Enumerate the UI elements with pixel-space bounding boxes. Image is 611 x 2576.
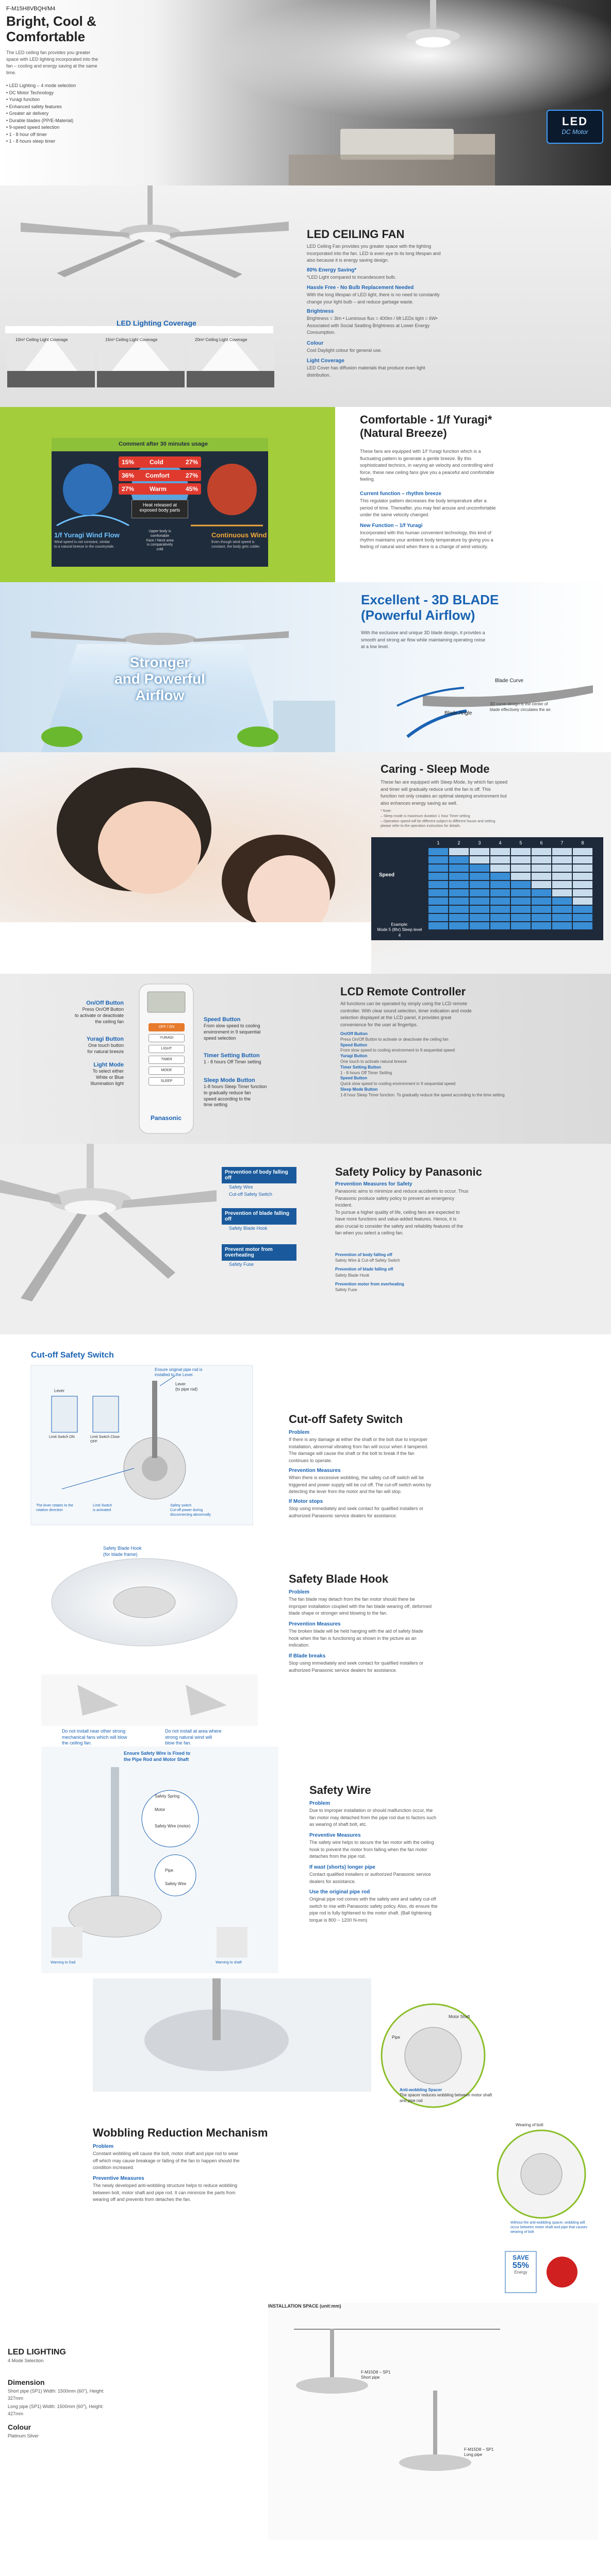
right-label-sleep: Sleep Mode Button 1-8 hours Sleep Timer function to gradually reduce fan speed according to the time setting — [204, 1077, 267, 1108]
sleep-notes: * Note: – Sleep mode is maximum duration 1 hour Timer setting – Operation speed will be different subject to different house and setting please refer to the operation instruction for details. — [381, 809, 496, 828]
specs-subtitle: 4 Mode Selection — [8, 2358, 44, 2363]
sleep-grid-cell — [552, 881, 572, 888]
sleep-grid-cell — [428, 897, 448, 905]
remote-brand: Panasonic — [151, 1114, 182, 1122]
sleep-grid-cell — [552, 914, 572, 921]
blade-section — [0, 582, 611, 752]
wire-title: Safety Wire — [309, 1784, 371, 1797]
remote-section — [0, 974, 611, 1144]
body-state-note: Upper body is comfortable Face / Neck area is comparatively cold — [146, 530, 174, 551]
hook-problem: The fan blade may detach from the fan motor should there be improper installation coupled with the fan blade wearing off, deformed blade shape or stronger wind blowing to the fan. — [289, 1597, 432, 1616]
wobble-lbl-bolt-note: Without the anti-wobbling spacer, wobbling will occur between motor shaft and pipe that causes wearing of bolt — [510, 2221, 588, 2234]
blade-illustration — [0, 582, 611, 752]
sleep-grid-cell — [428, 856, 448, 863]
hero-title-line1: Bright, Cool & — [6, 13, 96, 29]
left-label-yuragi: Yuragi Button One touch button for natural breeze — [86, 1036, 124, 1054]
blade-curve-label: Blade Curve — [495, 678, 524, 684]
right-label-speed: Speed Button From slow speed to cooling environment in 9 sequential speed selection — [204, 1016, 261, 1041]
wobble-lbl-motor: Motor Shaft — [449, 2014, 470, 2019]
row-pct: 36% — [122, 472, 135, 479]
sleep-grid-cell — [470, 856, 489, 863]
sys-heading: Current function – rhythm breeze — [360, 491, 441, 497]
safety-box-title: Prevent motor from overheating — [222, 1244, 296, 1261]
install-label-short: F-M15D8 – SP1 Short pipe — [361, 2370, 391, 2380]
wobble-prevent-heading: Preventive Measures — [93, 2176, 144, 2181]
safety-box-item: Safety Wire — [229, 1184, 253, 1190]
right-label-timer: Timer Setting Button 1 - 8 hours Off Timer setting — [204, 1053, 261, 1065]
sleep-grid-cell — [573, 881, 592, 888]
led-intro: LED Ceiling Fan provides you greater space with the lighting incorporated into the fan. LED is even eye to its long lifespan and also because it is energy saving design. — [307, 244, 441, 263]
airflow-headline: Stronger and Powerful Airflow — [114, 654, 205, 704]
wire-problem-heading: Problem — [309, 1801, 331, 1806]
specs-title: LED LIGHTING — [8, 2348, 66, 2357]
sleep-grid-cell — [490, 856, 510, 863]
sleep-grid-col-label: 7 — [560, 840, 564, 845]
dimension-short: Short pipe (SP1) Width: 1500mm (60"), Height: 327mm — [8, 2388, 105, 2401]
sleep-grid-cell — [428, 889, 448, 896]
safety-list: Prevention of body falling off Safety Wire & Cut-off Safety Switch Prevention of blade falling off Safety Blade Hook Prevention motor from overheating Safety Fuse — [335, 1252, 404, 1292]
sleep-grid-col-label: 2 — [457, 840, 460, 845]
sleep-grid-cell — [511, 922, 531, 929]
remote-btn-yuragi[interactable]: YURAGI — [148, 1034, 185, 1042]
led-section-title: LED CEILING FAN — [307, 228, 405, 241]
wobble-prevent: The newly developed anti-wobbling structure helps to reduce wobbling between bolt, motor shaft and pipe rod. It can minimize the parts from wearing off and prevents from detaches the fan. — [93, 2183, 238, 2202]
sleep-grid-cell — [470, 881, 489, 888]
wobble-lbl-pipe: Pipe — [392, 2035, 401, 2040]
sleep-section — [0, 752, 611, 974]
sleep-grid-cell — [470, 865, 489, 872]
sleep-grid-cell — [490, 865, 510, 872]
chart-caption: Comment after 30 minutes usage — [119, 441, 208, 447]
sleep-grid-cell — [552, 889, 572, 896]
remote-item-list: On/Off Button Press On/Off Button to activate or deactivate the ceiling fan Speed Button From slow speed to cooling environment to 9 sequential speed Yuragi Button One touch to activate natural breeze Timer Setting Button 1 - 8 hours Off Timer Setting Speed Button Quick slow speed to cooling environment in 9 sequential speed Sleep Mode Button 1-8 hour Sleep Timer function. To gradually reduce the speed according to the time setting — [340, 1031, 505, 1097]
cutoff-lbl-lever2: Lever — [54, 1388, 65, 1393]
sleep-grid-cell — [470, 889, 489, 896]
sleep-grid-cell — [449, 865, 469, 872]
sleep-grid-cell — [552, 897, 572, 905]
safety-box-body — [222, 1167, 296, 1198]
sleep-grid-cell — [532, 848, 551, 855]
colour-heading: Colour — [307, 341, 324, 346]
sys-text: This regulator pattern decreases the body temperature after a period of time. Thereafter, you may feel arouse and uncomfortable under the same velocity changed. — [360, 498, 496, 517]
sleep-grid-col-label: 8 — [581, 840, 584, 845]
remote-btn-light[interactable]: LIGHT — [148, 1045, 185, 1053]
cutoff-title: Cut-off Safety Switch — [289, 1413, 403, 1426]
sleep-grid-cell — [511, 889, 531, 896]
sleep-grid-cell — [532, 922, 551, 929]
safety-wire-section — [0, 1747, 611, 1978]
hook-prevent-heading: Prevention Measures — [289, 1621, 341, 1627]
sleep-grid-col-label: 6 — [540, 840, 543, 845]
coverage-text: LED Cover has diffusion materials that produce even light distribution. — [307, 365, 425, 378]
cutoff-problem-heading: Problem — [289, 1430, 310, 1435]
cutoff-lbl-bottom-left: The lever rotates to the rotation direction — [36, 1504, 73, 1513]
sleep-grid-cell — [449, 856, 469, 863]
sleep-grid-cell — [490, 914, 510, 921]
sleep-grid-cell — [490, 922, 510, 929]
sleep-grid-cell — [573, 856, 592, 863]
wobble-lbl-bolt: Wearing of bolt — [516, 2123, 543, 2127]
wire-problem: Due to improper installation or should malfunction occur, the fan motor may detached from the pipe rod due to factors such as wearing of shaft bolt, etc. — [309, 1808, 437, 1827]
yuragi-row-comfort — [119, 470, 201, 481]
sleep-grid-cell — [428, 865, 448, 872]
cutoff-lbl-bottom-mid: Limit Switch is activated — [93, 1504, 112, 1513]
sleep-grid-cell — [573, 873, 592, 880]
sleep-grid-cell — [511, 897, 531, 905]
row-val: 27% — [185, 459, 198, 466]
safety-box-blade — [222, 1208, 296, 1232]
sleep-grid-col-label: 4 — [499, 840, 502, 845]
cutoff-lbl-lever: Lever (to pipe rod) — [175, 1382, 198, 1392]
cutoff-prevent: When there is excessive wobbling, the safety cut-off switch will be triggered and power supply will be cut off. The cut-off switch works by detecting the lever from the motor and the fan will stop. — [289, 1475, 432, 1494]
hero-desc: The LED ceiling fan provides you greater space with LED lighting incorporated into the fan – cooling and energy saving at the same time. — [6, 50, 98, 76]
yuragi-row-warm — [119, 483, 201, 495]
sleep-grid-cell — [573, 865, 592, 872]
safety-policy-section — [0, 1144, 611, 1334]
safety-box-title: Prevention of body falling off — [222, 1167, 296, 1183]
sleep-grid-cell — [532, 881, 551, 888]
sleep-grid-cell — [449, 897, 469, 905]
sleep-grid-cell — [449, 881, 469, 888]
wire-how: Contact qualified installers or authorized Panasonic service dealers for assistance. — [309, 1872, 431, 1884]
cutoff-lbl-bottom-right: Safety switch Cut-off power during disconnecting abnormally — [170, 1504, 211, 1517]
led-fan-illustration — [0, 185, 611, 407]
sleep-grid-cell — [490, 848, 510, 855]
yuragi-chart-background — [0, 407, 611, 582]
wire-lbl-safety: Safety Wire — [165, 1882, 187, 1886]
sleep-grid-col-label: 5 — [519, 840, 522, 845]
sleep-grid-cell — [573, 922, 592, 929]
row-label: Warm — [150, 485, 167, 493]
safety-box-item: Safety Fuse — [229, 1262, 254, 1267]
blade-desc: With the exclusive and unique 3D blade design, it provides a smooth and strong air flow while maintaining operating noise at a low level. — [361, 630, 486, 649]
row-label: Comfort — [145, 472, 170, 479]
wobble-problem: Constant wobbling will cause the bolt, motor shaft and pipe rod to wear off which may cause breakage or falling of the fan to happen should the condition increased. — [93, 2151, 240, 2170]
wobble-problem-heading: Problem — [93, 2144, 114, 2149]
sleep-grid-cell — [449, 914, 469, 921]
sleep-grid-cell — [532, 914, 551, 921]
colour-text: Cool Daylight colour for general use. — [307, 348, 382, 353]
colour-spec-heading: Colour — [8, 2423, 31, 2431]
room-label-2: 15m² Ceiling Light Coverage — [105, 337, 158, 342]
sleep-grid-cell — [573, 906, 592, 913]
cutoff-how: Stop using immediately and seek contact for qualified installers or authorized Panasonic service dealers for assistance. — [289, 1506, 424, 1518]
sleep-grid-cell — [428, 906, 448, 913]
remote-btn-mode[interactable]: MODE — [148, 1066, 185, 1075]
wobble-lbl-anti: Anti-wobbling Spacer The spacer reduces wobbling between motor shaft and pipe rod — [400, 2088, 492, 2103]
sleep-grid-cell — [552, 873, 572, 880]
sleep-grid-cell — [573, 897, 592, 905]
led-dc-badge — [547, 110, 603, 144]
sleep-grid-cell — [552, 906, 572, 913]
cutoff-switch-section — [0, 1334, 611, 1530]
cutoff-lbl-switch-on: Limit Switch ON — [49, 1435, 75, 1439]
dimension-heading: Dimension — [8, 2378, 45, 2386]
sleep-grid-cell — [573, 889, 592, 896]
sleep-grid-cell — [470, 922, 489, 929]
sleep-grid-cell — [428, 848, 448, 855]
remote-lcd-buttons — [148, 1023, 185, 1088]
yuragi-section — [0, 407, 611, 582]
yuragi-title-line1: Comfortable - 1/f Yuragi* — [360, 413, 492, 426]
coverage-text-heading: Light Coverage — [307, 358, 344, 364]
wobbling-section — [0, 1978, 611, 2236]
sleep-grid-cell — [470, 848, 489, 855]
sleep-grid-cell — [552, 865, 572, 872]
hero-feature-list: • LED Lighting – 4 mode selection • DC Motor Technology • Yuragi function • Enhanced safety features • Greater air delivery • Durable blades (PP/E-Material) • 9-speed speed selection • 1 - 8 hour off timer • 1 - 8 hours sleep timer — [6, 83, 76, 144]
wire-lbl-bottom-right: Warning to shaft — [216, 1961, 242, 1964]
row-pct: 15% — [122, 459, 135, 466]
wobble-title: Wobbling Reduction Mechanism — [93, 2126, 268, 2139]
new-heading: New Function – 1/f Yuragi — [360, 523, 423, 529]
badge-dc-text: DC Motor — [562, 128, 588, 135]
sleep-grid-cell — [470, 914, 489, 921]
brightness-heading: Brightness — [307, 309, 334, 314]
save-badge: SAVE 55% Energy — [512, 2254, 530, 2275]
hook-caption-left: Do not install near other strong mechanical fans which will blow the ceiling fan. — [62, 1728, 127, 1746]
hook-title: Safety Blade Hook — [289, 1572, 389, 1585]
install-label-long: F-M15D8 – SP1 Long pipe — [464, 2447, 494, 2458]
sleep-grid-cell — [428, 914, 448, 921]
sleep-grid-cell — [449, 889, 469, 896]
safety-wire-diagram — [0, 1747, 611, 1978]
room-label-1: 10m² Ceiling Light Coverage — [15, 337, 68, 342]
hook-lbl-top: Safety Blade Hook (for blade frame) — [103, 1546, 142, 1557]
eco-heading: 80% Energy Saving* — [307, 267, 357, 273]
specs-section — [0, 2236, 611, 2576]
hook-prevent: The broken blade will be held hanging with the aid of safety blade hook when the fan is functioning as shown in the picture as an indication. — [289, 1629, 423, 1648]
dimension-long: Long pipe (SP1) Width: 1500mm (60"), Height: 427mm — [8, 2404, 104, 2416]
grid-example-note: Example: Mode 5 (8hr) Sleep level 4 — [377, 922, 422, 938]
remote-title: LCD Remote Controller — [340, 985, 466, 998]
cutoff-problem: If there is any damage at either the shaft or the bolt due to improper installation, abnormal vibrating from fan will occur when it tampered. The damage will cause the shaft or the bolt to break if the fan continues to operate. — [289, 1437, 428, 1463]
sleep-grid-cell — [428, 881, 448, 888]
wire-prevent-heading: Preventive Measures — [309, 1833, 361, 1838]
sleep-grid-cell — [490, 873, 510, 880]
sleep-grid-cell — [511, 848, 531, 855]
safety-fan-illustration — [0, 1144, 611, 1334]
sleep-grid-cell — [511, 873, 531, 880]
heat-note-box: Heat released at exposed body parts — [131, 500, 188, 518]
eco-text: *LED Light compared to incandescent bulb. — [307, 275, 397, 280]
row-label: Cold — [150, 459, 163, 466]
wire-lbl-bottom-left: Warning to Dad — [51, 1961, 76, 1964]
row-val: 45% — [185, 485, 198, 493]
remote-btn-sleep[interactable]: SLEEP — [148, 1077, 185, 1086]
sleep-desc: These fan are equipped with Sleep Mode, by which fan speed and timer will gradually reduce until the fan is off. This function not only creates an optimal sleeping environment but also enhances energy saving as well. — [381, 779, 508, 806]
yuragi-row-cold — [119, 456, 201, 468]
wire-how-heading: If wast (shorts) longer pipe — [309, 1865, 375, 1870]
sleep-grid-col-label: 1 — [437, 840, 440, 845]
sleep-grid-cell — [511, 881, 531, 888]
row-val: 27% — [185, 472, 198, 479]
remote-btn-timer[interactable]: TIMER — [148, 1056, 185, 1064]
sleep-grid-cell — [449, 873, 469, 880]
yuragi-flow-desc: Wind speed is not constant, similar to a natural breeze in the countryside. — [54, 540, 115, 549]
sleep-grid-cell — [490, 889, 510, 896]
hook-how-heading: If Blade breaks — [289, 1653, 326, 1659]
sleep-grid-cell — [573, 914, 592, 921]
sleep-grid-cell — [449, 848, 469, 855]
wire-prevent: The safety wire helps to secure the fan motor with the ceiling hook to prevent the motor from falling when the fan motor detaches from the pipe rod. — [309, 1840, 434, 1859]
sleep-grid-cell — [490, 906, 510, 913]
sleep-grid-cell — [449, 906, 469, 913]
hook-caption-right: Do not install at area where strong natural wind will blow the fan. — [165, 1728, 222, 1746]
safety-title: Safety Policy by Panasonic — [335, 1165, 482, 1178]
led-ceiling-fan-section — [0, 185, 611, 407]
sleep-grid-cell — [428, 922, 448, 929]
cutoff-lbl-top: Ensure original pipe rod is installed to the Lever. — [155, 1367, 203, 1378]
brightness-text: Brightness = 3lm • Luminous flux = 400lm / 6ft LEDs light = 6W• Associated with Social Seatting Brightness at Lower Energy Consumption. — [307, 316, 438, 335]
sleep-grid-col-label: 3 — [478, 840, 481, 845]
blade-title-line2: (Powerful Airflow) — [361, 607, 475, 623]
room-label-3: 20m² Ceiling Light Coverage — [195, 337, 247, 342]
wire-lbl-spring: Safety Spring — [155, 1794, 180, 1799]
install-space-heading: INSTALLATION SPACE (unit:mm) — [268, 2303, 341, 2309]
wire-use: Original pipe rod comes with the safety wire and safety cut-off switch to rise with Panasonic safety policy. Also, do ensure the pipe rod is fully tightened to the motor shaft. (Ball tightening torque is 800 ~ 1200 N-mm) — [309, 1896, 438, 1923]
wire-lbl-top: Ensure Safety Wire is Fixed to the Pipe Rod and Motor Shaft — [124, 1751, 190, 1762]
left-label-onoff: On/Off Button Press On/Off Button to activate or deactivate the ceiling fan — [74, 1000, 124, 1024]
wire-lbl-pipe: Pipe — [165, 1868, 174, 1873]
sleep-grid-cell — [470, 897, 489, 905]
sleep-grid-cell — [511, 856, 531, 863]
yuragi-title-line2: (Natural Breeze) — [360, 427, 447, 439]
hero-section — [0, 0, 611, 185]
colour-spec: Platinum Silver — [8, 2433, 39, 2438]
safety-intro-heading: Prevention Measures for Safety — [335, 1181, 412, 1187]
wire-lbl-motor: Motor — [155, 1807, 166, 1812]
yuragi-flow-title: 1/f Yuragi Wind Flow — [54, 531, 120, 539]
remote-btn-onoff[interactable]: OFF / ON — [148, 1023, 185, 1031]
badge-led-text: LED — [562, 115, 588, 128]
sleep-grid-cell — [511, 906, 531, 913]
wobbling-diagram — [0, 1978, 611, 2236]
sleep-title: Caring - Sleep Mode — [381, 762, 490, 775]
sleep-grid-cell — [532, 906, 551, 913]
sleep-grid-cell — [532, 889, 551, 896]
cutoff-prevent-heading: Prevention Measures — [289, 1468, 341, 1473]
safety-box-title: Prevention of blade falling off — [222, 1208, 296, 1225]
sleep-grid-cell — [490, 881, 510, 888]
sleep-grid-cell — [552, 848, 572, 855]
yuragi-intro: These fans are equipped with 1/f Yuragi function which is a fluctuating pattern to generate a gentle breeze. By this sophisticated technics, in varying air velocity and controlling wind force, these new ceiling fans give you a peaceful and comfortable feeling. — [360, 449, 494, 482]
safety-box-item: Safety Blade Hook — [229, 1226, 268, 1231]
blade-curve-note: 3D curve design is the center of blade effectively circulates the air. — [490, 702, 552, 712]
hook-problem-heading: Problem — [289, 1589, 310, 1595]
flicker-text: With the long lifespan of LED light, there is no need to constantly change your light bulb – and reduce garbage waste. — [307, 292, 440, 304]
sleep-grid-cell — [552, 922, 572, 929]
hook-how: Stop using immediately and seek contact for qualified installers or authorized Panasonic service dealers for assistance. — [289, 1660, 424, 1673]
sleep-grid-cell — [552, 856, 572, 863]
row-pct: 27% — [122, 485, 135, 493]
blade-title-line1: Excellent - 3D BLADE — [361, 592, 499, 607]
sleep-grid-cell — [532, 856, 551, 863]
left-label-light: Light Mode To select either White or Blue Illumination light — [90, 1062, 124, 1086]
sleep-grid-cell — [470, 906, 489, 913]
cutoff-lbl-switch-off: Limit Switch Close OFF — [90, 1435, 120, 1444]
sleep-grid-cell — [532, 865, 551, 872]
wire-use-heading: Use the original pipe rod — [309, 1889, 370, 1895]
safety-box-item: Cut-off Safety Switch — [229, 1192, 272, 1197]
sleep-grid-cell — [490, 897, 510, 905]
cutoff-heading-blue: Cut-off Safety Switch — [31, 1351, 114, 1360]
new-text: Incorporated with this human convenient technology, this kind of rhythm maintains your ambient body temperature by giving you a feeling of natural wind when there is a change of wind velocity. — [360, 530, 493, 549]
sleep-grid-cell — [532, 873, 551, 880]
wire-lbl-wire: Safety Wire (motor) — [155, 1824, 191, 1828]
continuous-wind-desc: Even though wind speed is constant, the body gets colder. — [211, 540, 260, 549]
blade-hook-section — [0, 1530, 611, 1747]
cutoff-how-heading: If Motor stops — [289, 1499, 323, 1504]
sleep-grid-cell — [532, 897, 551, 905]
coverage-heading: LED Lighting Coverage — [117, 319, 196, 327]
hero-title-line2: Comfortable — [6, 29, 86, 44]
safety-box-motor — [222, 1244, 296, 1268]
sleep-grid-cell — [511, 914, 531, 921]
sleep-grid-cell — [428, 873, 448, 880]
safety-intro: Panasonic aims to minimize and reduce accidents to occur. Thus Panasonic produce safety policy to prevent an emergency incident. To pursue a higher quality of life, ceiling fans are expected to have more functions and value-added features. Hence, it is also crucial to consider the safety and reliability features of the fan when you select a ceiling fan. — [335, 1189, 469, 1235]
sleep-grid-cell — [470, 873, 489, 880]
flicker-heading: Hassle Free - No Bulb Replacement Needed — [307, 285, 414, 291]
sleep-grid-cell — [449, 922, 469, 929]
grid-speed-label: Speed — [379, 872, 395, 878]
sleep-grid-cell — [511, 865, 531, 872]
blade-angle-label: Blade Angle — [444, 710, 472, 716]
model-number: F-M15H8VBQH/M4 — [6, 6, 56, 12]
sleep-grid-cell — [573, 848, 592, 855]
continuous-wind-title: Continuous Wind — [211, 531, 267, 539]
remote-desc: All functions can be operated by simply using the LCD remote controller. With clear sound selection, timer indication and mode selection displayed at the LCD panel, it provides great convenience for the user at fingertips. — [340, 1001, 472, 1027]
